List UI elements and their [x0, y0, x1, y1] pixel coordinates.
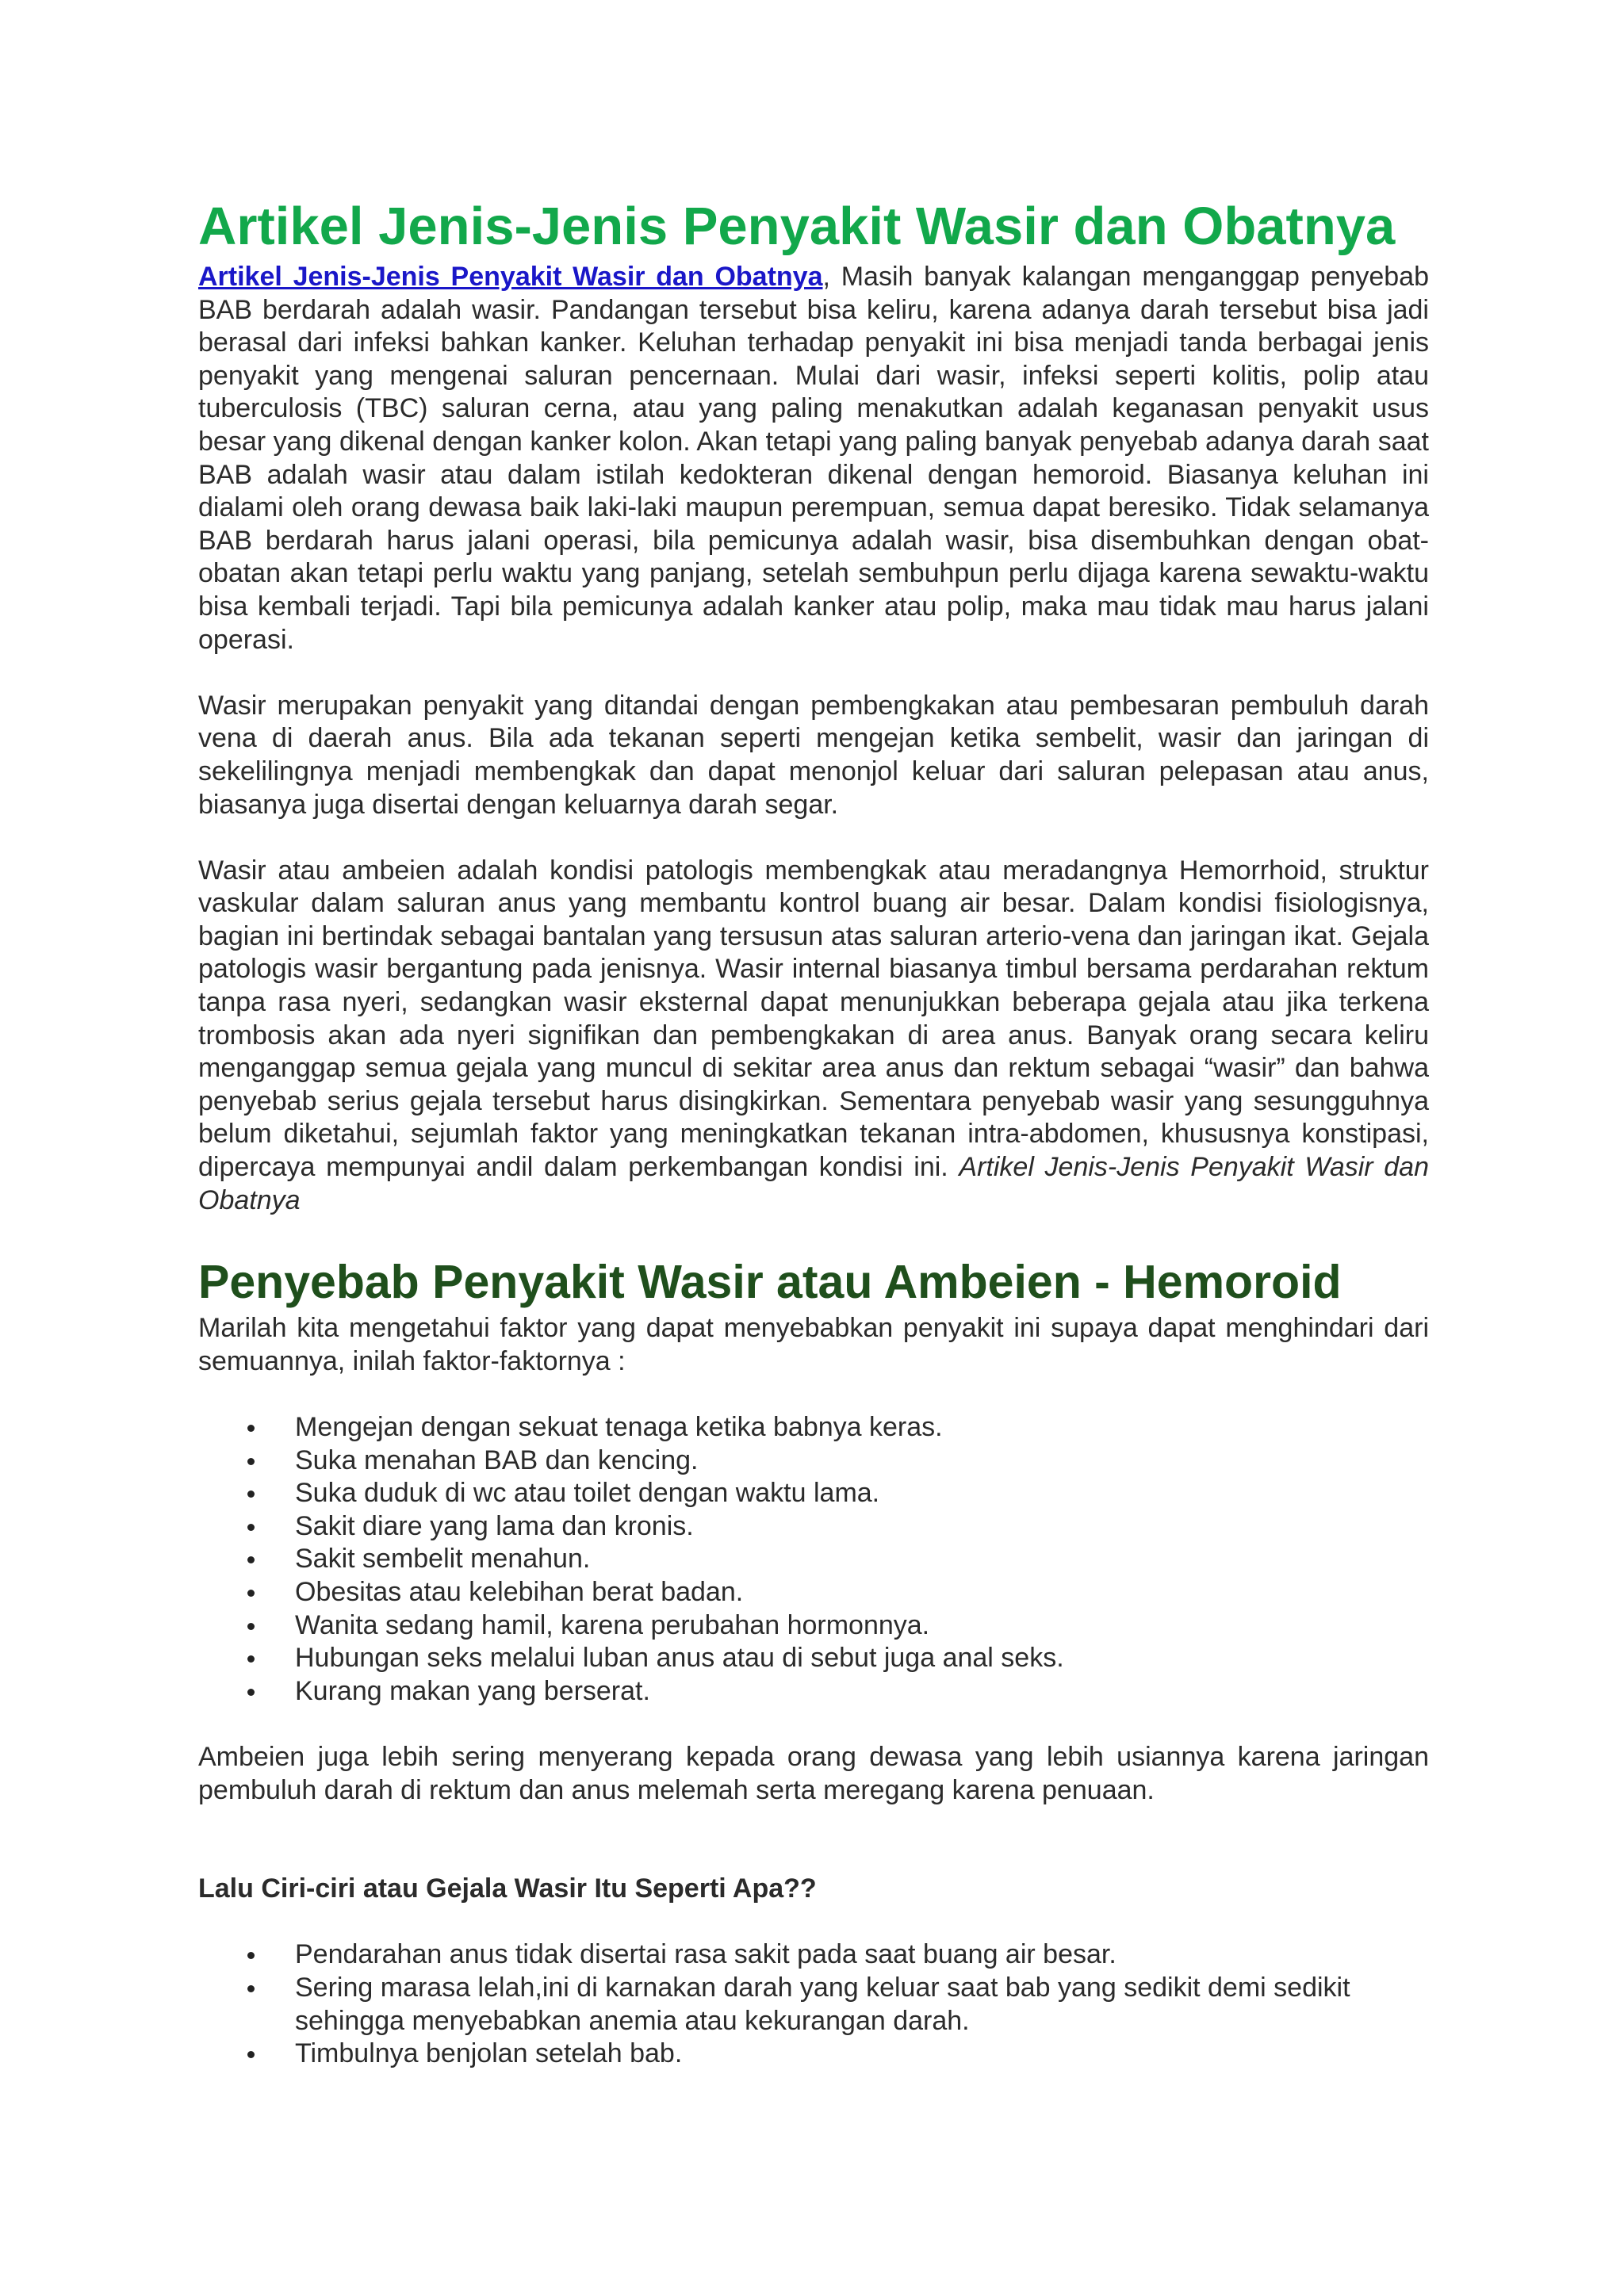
paragraph-3-text: Wasir atau ambeien adalah kondisi patologis membengkak atau meradangnya Hemorrhoid, struktur vaskular dalam saluran anus yang membantu kontrol buang air besar. Dalam kondisi fisiologisnya, bagian ini bertindak sebagai bantalan yang tersusun atas saluran arterio-vena dan jaringan ikat. Gejala patologis wasir bergantung pada jenisnya. Wasir internal biasanya timbul bersama perdarahan rektum tanpa rasa nyeri, sedangkan wasir eksternal dapat menunjukkan beberapa gejala atau jika terkena trombosis akan ada nyeri signifikan dan pembengkakan di area anus. Banyak orang secara keliru menganggap semua gejala yang muncul di sekitar area anus dan rektum sebagai “wasir” dan bahwa penyebab serius gejala tersebut harus disingkirkan. Sementara penyebab wasir yang sesungguhnya belum diketahui, sejumlah faktor yang meningkatkan tekanan intra-abdomen, khususnya konstipasi, dipercaya mempunyai andil dalam perkembangan kondisi ini.: [198, 855, 1429, 1183]
intro-paragraph: [198, 261, 1429, 656]
link-comma: ,: [822, 262, 830, 292]
list-item: [198, 2038, 1429, 2071]
list-item: [198, 1411, 1429, 1445]
list-item-text: Sakit diare yang lama dan kronis.: [295, 1510, 694, 1541]
list-item: [198, 1938, 1429, 1972]
list-item-text: Mengejan dengan sekuat tenaga ketika babnya keras.: [295, 1412, 943, 1442]
causes-intro: Marilah kita mengetahui faktor yang dapat menyebabkan penyakit ini supaya dapat menghindari dari semuannya, inilah faktor-faktornya :: [198, 1313, 1429, 1376]
list-item: [198, 1445, 1429, 1478]
list-item: [198, 1543, 1429, 1576]
bullet-icon: [247, 1623, 255, 1630]
bullet-icon: [247, 1556, 255, 1563]
causes-list: [198, 1411, 1429, 1708]
list-item-text: Pendarahan anus tidak disertai rasa sakit pada saat buang air besar.: [295, 1939, 1116, 1970]
bullet-icon: [247, 1985, 255, 1992]
article-link[interactable]: Artikel Jenis-Jenis Penyakit Wasir dan Obatnya: [198, 262, 823, 292]
list-item-text: Kurang makan yang berserat.: [295, 1675, 650, 1706]
symptoms-list: [198, 1938, 1429, 2070]
document-page: [198, 193, 1429, 2103]
article-title: Artikel Jenis-Jenis Penyakit Wasir dan Obatnya: [198, 197, 1396, 256]
bullet-icon: [247, 1524, 255, 1531]
list-item: [198, 1609, 1429, 1643]
bullet-icon: [247, 1689, 255, 1696]
intro-text: Masih banyak kalangan menganggap penyebab BAB berdarah adalah wasir. Pandangan tersebut bisa keliru, karena adanya darah tersebut bisa jadi berasal dari infeksi bahkan kanker. Keluhan terhadap penyakit ini bisa menjadi tanda berbagai jenis penyakit yang mengenai saluran pencernaan. Mulai dari wasir, infeksi seperti kolitis, polip atau tuberculosis (TBC) saluran cerna, atau yang paling menakutkan adalah keganasan penyakit usus besar yang dikenal dengan kanker kolon. Akan tetapi yang paling banyak penyebab adanya darah saat BAB adalah wasir atau dalam istilah kedokteran dikenal dengan hemoroid. Biasanya keluhan ini dialami oleh orang dewasa baik laki-laki maupun perempuan, semua dapat beresiko. Tidak selamanya BAB berdarah harus jalani operasi, bila pemicunya adalah wasir, bisa disembuhkan dengan obat-obatan akan tetapi perlu waktu yang panjang, setelah sembuhpun perlu dijaga karena sewaktu-waktu bisa kembali terjadi. Tapi bila pemicunya adalah kanker atau polip, maka mau tidak mau harus jalani operasi.: [198, 262, 1429, 655]
list-item-text: Timbulnya benjolan setelah bab.: [295, 2038, 683, 2069]
list-item: [198, 1642, 1429, 1675]
paragraph-2: Wasir merupakan penyakit yang ditandai dengan pembengkakan atau pembesaran pembuluh darah vena di daerah anus. Bila ada tekanan seperti mengejan ketika sembelit, wasir dan jaringan di sekelilingnya menjadi membengkak dan dapat menonjol keluar dari saluran pelepasan atau anus, biasanya juga disertai dengan keluarnya darah segar.: [198, 690, 1429, 820]
bullet-icon: [247, 1590, 255, 1597]
list-item-text: Hubungan seks melalui luban anus atau di sebut juga anal seks.: [295, 1643, 1064, 1674]
list-item-text: Wanita sedang hamil, karena perubahan hormonnya.: [295, 1609, 930, 1640]
bullet-icon: [247, 1655, 255, 1663]
list-item: [198, 1972, 1429, 2038]
causes-closing: Ambeien juga lebih sering menyerang kepada orang dewasa yang lebih usiannya karena jaringan pembuluh darah di rektum dan anus melemah serta meregang karena penuaan.: [198, 1741, 1429, 1805]
paragraph-3: [198, 855, 1429, 1218]
list-item-text: Obesitas atau kelebihan berat badan.: [295, 1576, 744, 1607]
bullet-icon: [247, 1425, 255, 1432]
list-item-text: Sakit sembelit menahun.: [295, 1544, 591, 1575]
list-item: [198, 1510, 1429, 1544]
bullet-icon: [247, 1458, 255, 1465]
list-item-text: Suka menahan BAB dan kencing.: [295, 1445, 699, 1475]
list-item: [198, 1675, 1429, 1709]
bullet-icon: [247, 2051, 255, 2058]
symptoms-heading: Lalu Ciri-ciri atau Gejala Wasir Itu Seperti Apa??: [198, 1873, 817, 1904]
list-item-text: Sering marasa lelah,ini di karnakan darah yang keluar saat bab yang sedikit demi sedikit sehingga menyebabkan anemia atau kekurangan darah.: [295, 1972, 1350, 2036]
list-item-text: Suka duduk di wc atau toilet dengan waktu lama.: [295, 1478, 880, 1509]
list-item: [198, 1477, 1429, 1510]
section-heading-causes: Penyebab Penyakit Wasir atau Ambeien - Hemoroid: [198, 1256, 1342, 1309]
list-item: [198, 1576, 1429, 1609]
paragraph-3-italic-tail: Artikel Jenis-Jenis Penyakit Wasir dan Obatnya: [198, 1152, 1429, 1215]
bullet-icon: [247, 1490, 255, 1498]
bullet-icon: [247, 1952, 255, 1959]
